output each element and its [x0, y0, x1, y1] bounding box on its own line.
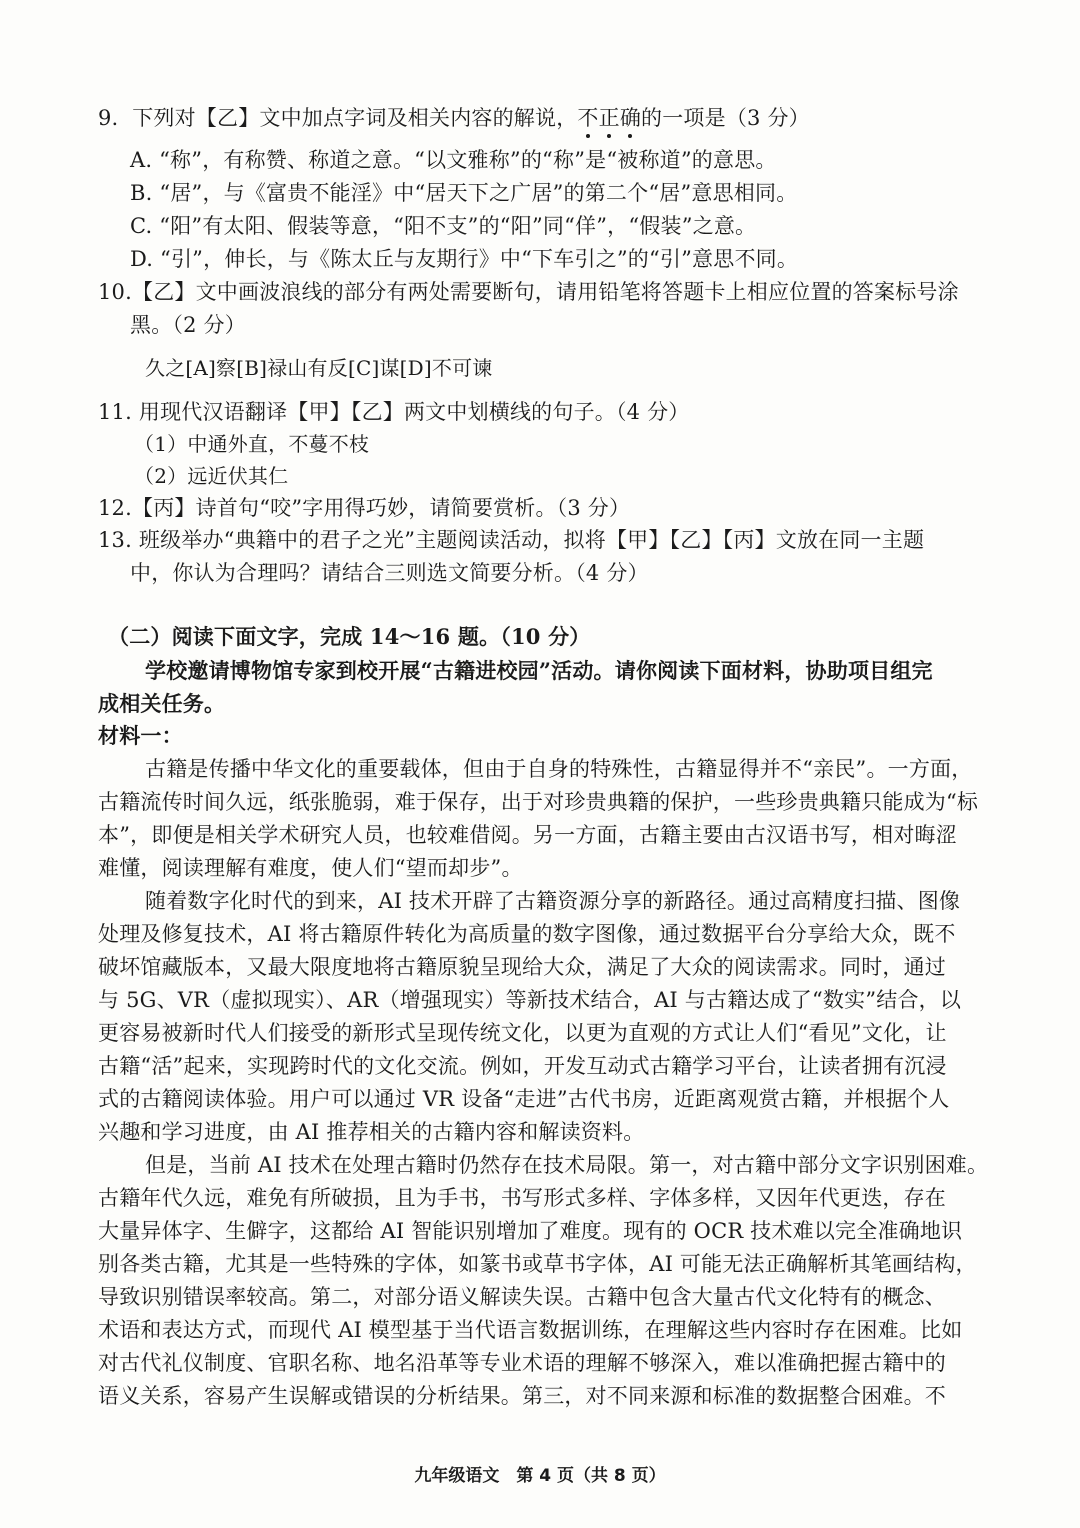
option-b: B. “居”，与《富贵不能淫》中“居天下之广居”的第二个“居”意思相同。 — [130, 181, 798, 205]
paragraph-line: 古籍年代久远，难免有所破损，且为手书，书写形式多样、字体多样，又因年代更迭，存在 — [98, 1186, 946, 1210]
question-10-line1: 10.【乙】文中画波浪线的部分有两处需要断句，请用铅笔将答题卡上相应位置的答案标号涂 — [98, 280, 959, 304]
section-2-intro-line1: 学校邀请博物馆专家到校开展“古籍进校园”活动。请你阅读下面材料，协助项目组完 — [145, 658, 933, 683]
question-9 — [98, 102, 810, 134]
emphasis-char: 正 — [599, 102, 620, 134]
option-d: D. “引”，伸长，与《陈太丘与友期行》中“下车引之”的“引”意思不同。 — [130, 247, 799, 271]
question-text: 的一项是（3 分） — [641, 106, 810, 130]
question-12: 12.【丙】诗首句“咬”字用得巧妙，请简要赏析。（3 分） — [98, 496, 631, 520]
question-11: 11. 用现代汉语翻译【甲】【乙】两文中划横线的句子。（4 分） — [98, 400, 690, 424]
paragraph-line: 但是，当前 AI 技术在处理古籍时仍然存在技术局限。第一，对古籍中部分文字识别困难。 — [145, 1153, 989, 1177]
question-number: 9. — [98, 106, 119, 130]
question-13-line1: 13. 班级举办“典籍中的君子之光”主题阅读活动，拟将【甲】【乙】【丙】文放在同一主题 — [98, 528, 925, 552]
paragraph-line: 古籍“活”起来，实现跨时代的文化交流。例如，开发互动式古籍学习平台，让读者拥有沉浸 — [98, 1054, 947, 1078]
section-2-intro-line2: 成相关任务。 — [98, 691, 226, 716]
paragraph-line: 古籍是传播中华文化的重要载体，但由于自身的特殊性，古籍显得并不“亲民”。一方面， — [145, 757, 973, 781]
question-11-item-1: （1）中通外直，不蔓不枝 — [134, 432, 370, 456]
page-footer: 九年级语文 第 4 页（共 8 页） — [414, 1466, 666, 1486]
paragraph-line: 兴趣和学习进度，由 AI 推荐相关的古籍内容和解读资料。 — [98, 1120, 645, 1144]
paragraph-line: 难懂，阅读理解有难度，使人们“望而却步”。 — [98, 856, 523, 880]
paragraph-line: 对古代礼仪制度、官职名称、地名沿革等专业术语的理解不够深入，难以准确把握古籍中的 — [98, 1351, 946, 1375]
question-11-item-2: （2）远近伏其仁 — [134, 464, 289, 488]
question-13-line2: 中，你认为合理吗？请结合三则选文简要分析。（4 分） — [130, 561, 649, 585]
paragraph-line: 导致识别错误率较高。第二，对部分语义解读失误。古籍中包含大量古代文化特有的概念、 — [98, 1285, 946, 1309]
paragraph-line: 本”，即便是相关学术研究人员，也较难借阅。另一方面，古籍主要由古汉语书写，相对晦涩 — [98, 823, 957, 847]
paragraph-line: 与 5G、VR（虚拟现实）、AR（增强现实）等新技术结合，AI 与古籍达成了“数实”结合，以 — [98, 988, 962, 1012]
paragraph-line: 别各类古籍，尤其是一些特殊的字体，如篆书或草书字体，AI 可能无法正确解析其笔画结构， — [98, 1252, 977, 1276]
paragraph-line: 语义关系，容易产生误解或错误的分析结果。第三，对不同来源和标准的数据整合困难。不 — [98, 1384, 946, 1408]
paragraph-line: 式的古籍阅读体验。用户可以通过 VR 设备“走进”古代书房，近距离观赏古籍，并根据个人 — [98, 1087, 950, 1111]
option-c: C. “阳”有太阳、假装等意，“阳不支”的“阳”同“佯”，“假装”之意。 — [130, 214, 757, 238]
paragraph-line: 处理及修复技术，AI 将古籍原件转化为高质量的数字图像，通过数据平台分享给大众，既不 — [98, 922, 956, 946]
option-a: A. “称”，有称赞、称道之意。“以文雅称”的“称”是“被称道”的意思。 — [130, 148, 777, 172]
question-text: 下列对【乙】文中加点字词及相关内容的解说， — [132, 106, 578, 130]
question-10-sentence: 久之[A]察[B]禄山有反[C]谋[D]不可谏 — [145, 356, 493, 380]
paragraph-line: 随着数字化时代的到来，AI 技术开辟了古籍资源分享的新路径。通过高精度扫描、图像 — [145, 889, 961, 913]
emphasis-char: 不 — [577, 102, 598, 134]
paragraph-line: 术语和表达方式，而现代 AI 模型基于当代语言数据训练，在理解这些内容时存在困难。比如 — [98, 1318, 963, 1342]
question-10-line2: 黑。（2 分） — [130, 313, 246, 337]
paragraph-line: 更容易被新时代人们接受的新形式呈现传统文化，以更为直观的方式让人们“看见”文化，让 — [98, 1021, 947, 1045]
material-title: 材料一： — [98, 723, 183, 748]
section-2-heading: （二）阅读下面文字，完成 14～16 题。（10 分） — [108, 624, 591, 649]
paragraph-line: 破坏馆藏版本，又最大限度地将古籍原貌呈现给大众，满足了大众的阅读需求。同时，通过 — [98, 955, 946, 979]
emphasis-char: 确 — [620, 102, 641, 134]
paragraph-line: 古籍流传时间久远，纸张脆弱，难于保存，出于对珍贵典籍的保护，一些珍贵典籍只能成为“标 — [98, 790, 979, 814]
paragraph-line: 大量异体字、生僻字，这都给 AI 智能识别增加了难度。现有的 OCR 技术难以完全准确地识 — [98, 1219, 963, 1243]
